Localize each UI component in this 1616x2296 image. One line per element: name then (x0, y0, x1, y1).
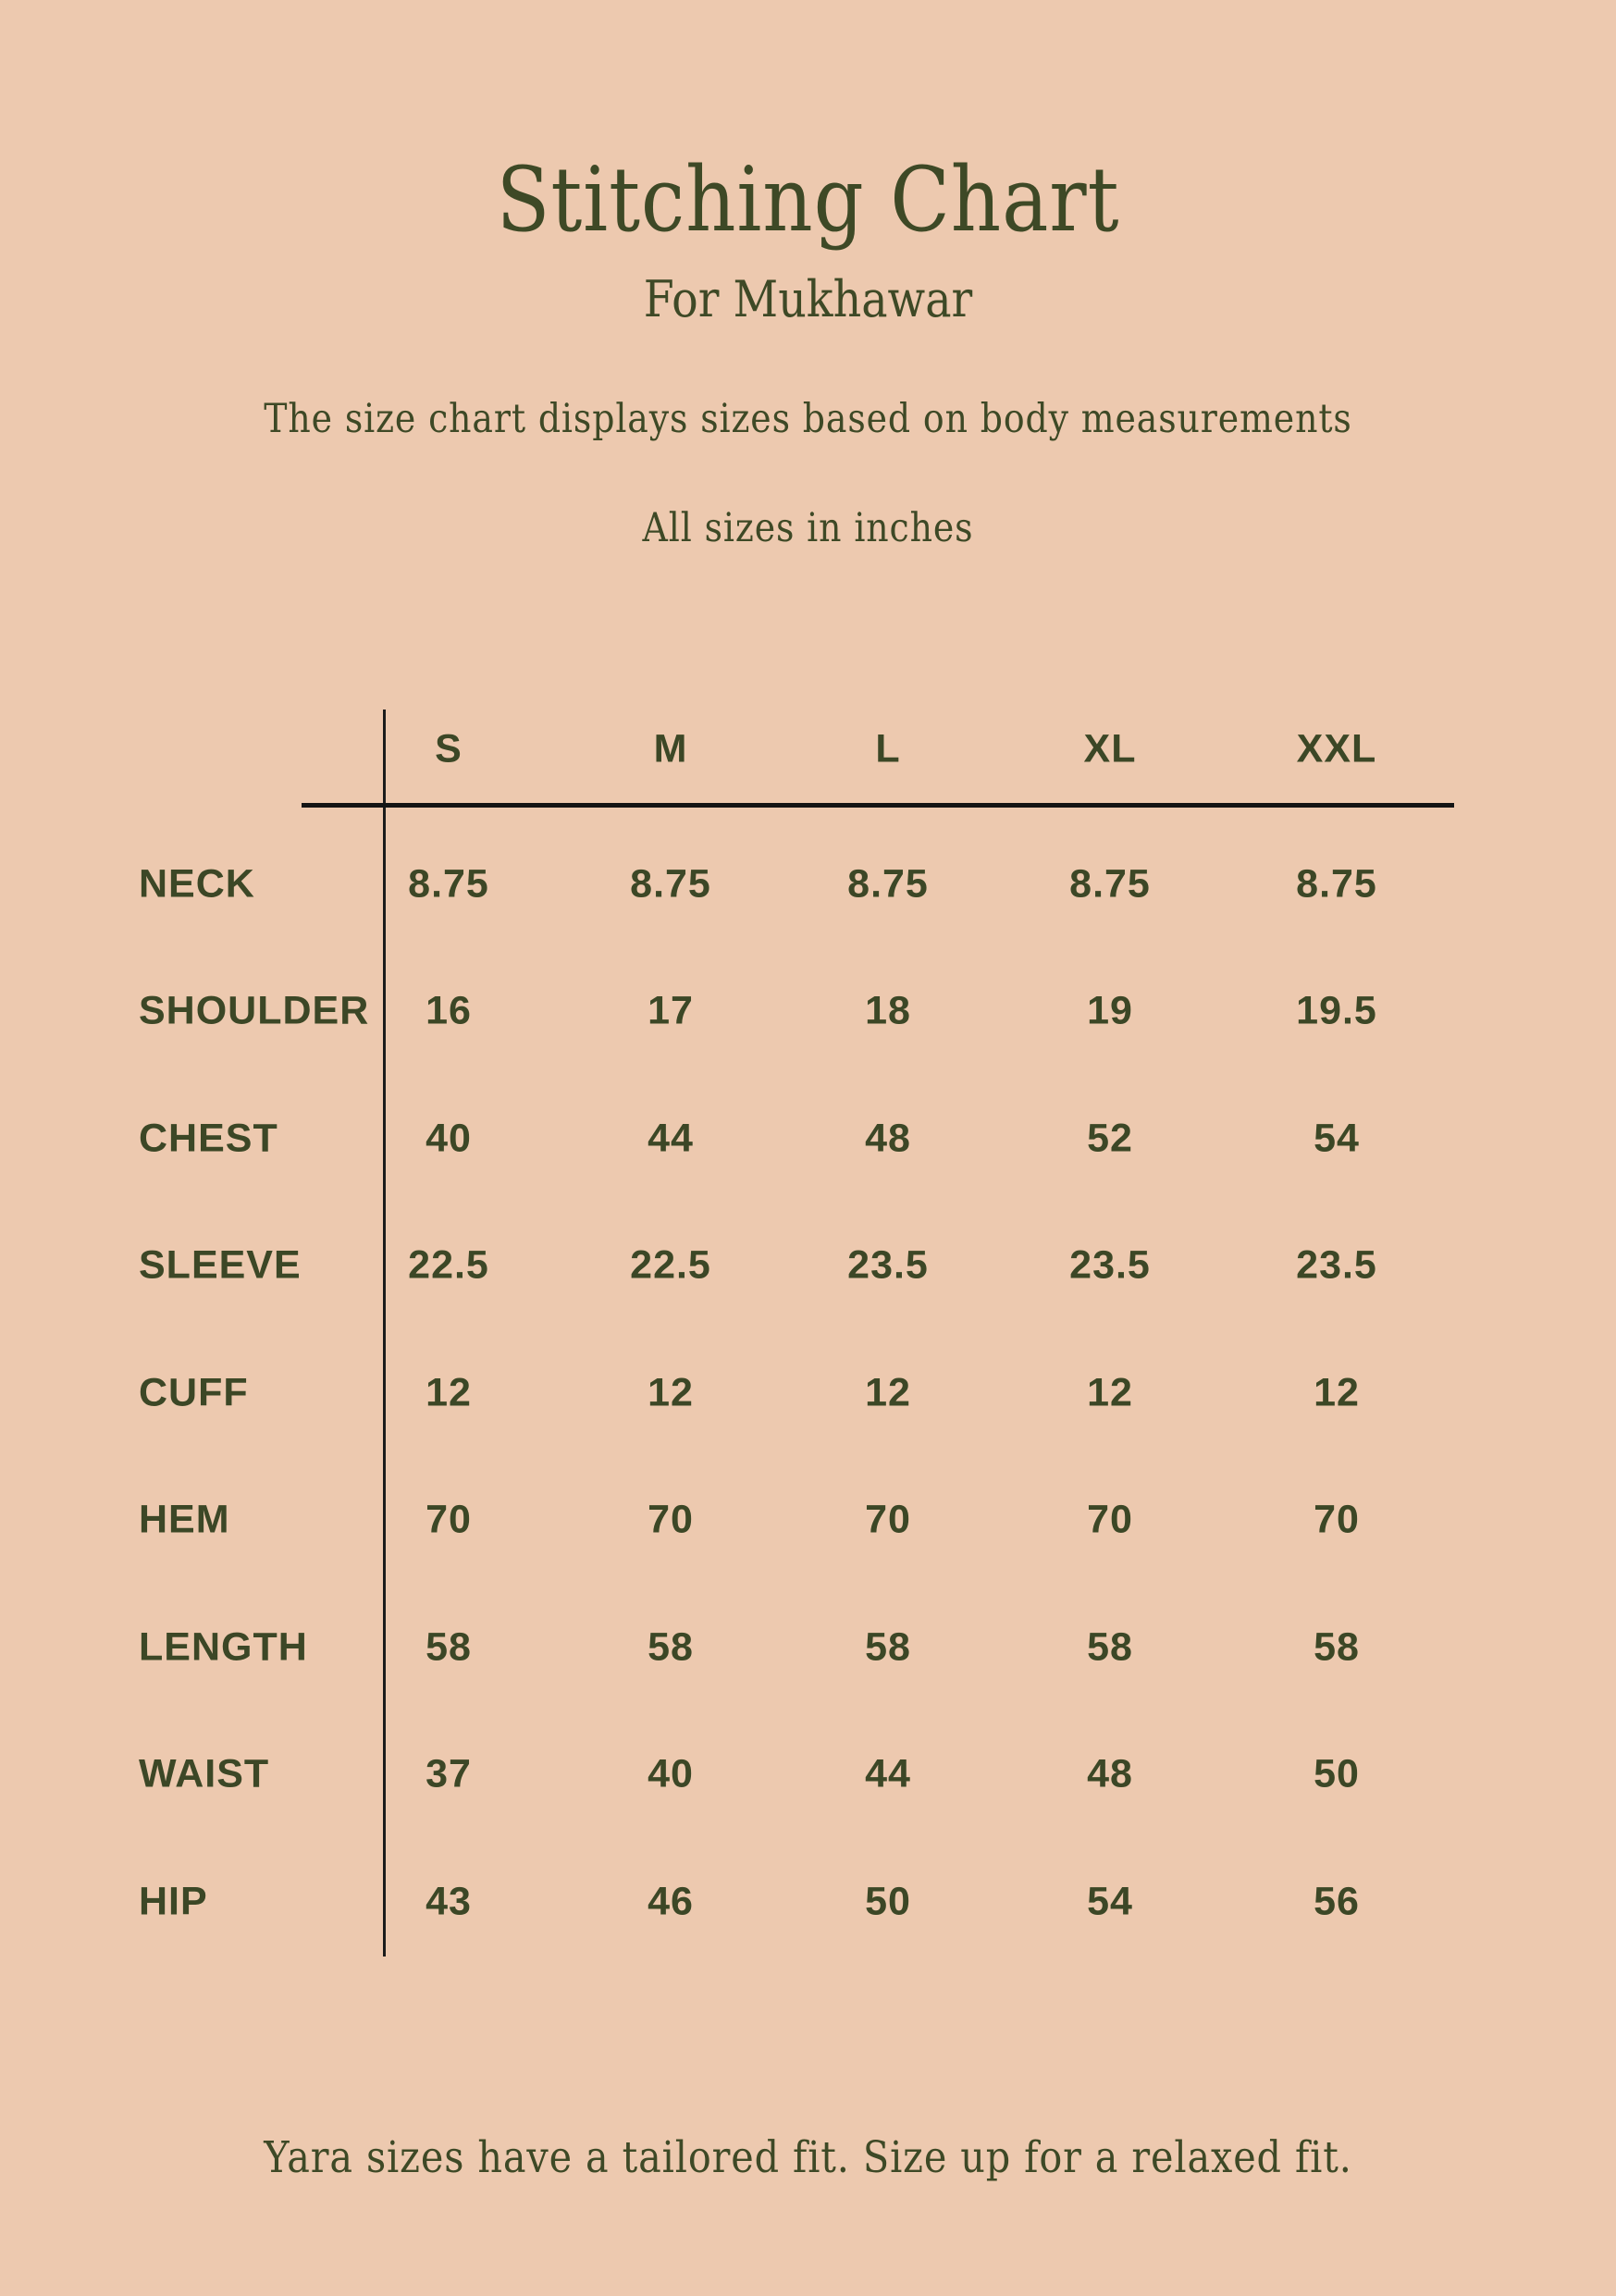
column-header-l: L (875, 726, 901, 772)
cell-shoulder-l: 18 (865, 988, 911, 1033)
row-label-waist: WAIST (139, 1751, 270, 1796)
cell-sleeve-s: 22.5 (408, 1242, 489, 1288)
cell-chest-xxl: 54 (1314, 1116, 1360, 1161)
cell-neck-l: 8.75 (847, 861, 929, 907)
page-subtitle: For Mukhawar (643, 270, 973, 328)
cell-chest-xl: 52 (1087, 1116, 1133, 1161)
cell-cuff-s: 12 (426, 1370, 472, 1415)
cell-length-s: 58 (426, 1624, 472, 1670)
row-label-hem: HEM (139, 1497, 230, 1542)
row-label-hip: HIP (139, 1879, 208, 1924)
horizontal-divider (302, 803, 1454, 808)
cell-length-xxl: 58 (1314, 1624, 1360, 1670)
vertical-divider (383, 710, 386, 1957)
cell-length-l: 58 (865, 1624, 911, 1670)
row-label-shoulder: SHOULDER (139, 988, 370, 1033)
cell-shoulder-xxl: 19.5 (1296, 988, 1377, 1033)
cell-waist-xl: 48 (1087, 1751, 1133, 1796)
row-label-chest: CHEST (139, 1116, 278, 1161)
cell-hip-s: 43 (426, 1879, 472, 1924)
cell-sleeve-xxl: 23.5 (1296, 1242, 1377, 1288)
cell-neck-m: 8.75 (630, 861, 711, 907)
size-chart-description: The size chart displays sizes based on body measurements (264, 396, 1352, 442)
column-header-xxl: XXL (1296, 726, 1377, 772)
row-label-sleeve: SLEEVE (139, 1242, 302, 1288)
cell-length-m: 58 (648, 1624, 694, 1670)
cell-waist-s: 37 (426, 1751, 472, 1796)
cell-chest-m: 44 (648, 1116, 694, 1161)
cell-neck-xl: 8.75 (1069, 861, 1151, 907)
cell-waist-l: 44 (865, 1751, 911, 1796)
page-title: Stitching Chart (496, 148, 1120, 252)
cell-chest-l: 48 (865, 1116, 911, 1161)
cell-hip-xl: 54 (1087, 1879, 1133, 1924)
cell-shoulder-m: 17 (648, 988, 694, 1033)
cell-hip-xxl: 56 (1314, 1879, 1360, 1924)
cell-hem-xxl: 70 (1314, 1497, 1360, 1542)
cell-sleeve-l: 23.5 (847, 1242, 929, 1288)
cell-sleeve-m: 22.5 (630, 1242, 711, 1288)
column-header-m: M (653, 726, 688, 772)
cell-hem-s: 70 (426, 1497, 472, 1542)
cell-shoulder-xl: 19 (1087, 988, 1133, 1033)
cell-hem-m: 70 (648, 1497, 694, 1542)
cell-hem-l: 70 (865, 1497, 911, 1542)
row-label-cuff: CUFF (139, 1370, 249, 1415)
cell-hip-l: 50 (865, 1879, 911, 1924)
cell-cuff-m: 12 (648, 1370, 694, 1415)
cell-neck-s: 8.75 (408, 861, 489, 907)
cell-waist-xxl: 50 (1314, 1751, 1360, 1796)
cell-chest-s: 40 (426, 1116, 472, 1161)
cell-sleeve-xl: 23.5 (1069, 1242, 1151, 1288)
column-header-xl: XL (1083, 726, 1137, 772)
cell-neck-xxl: 8.75 (1296, 861, 1377, 907)
row-label-length: LENGTH (139, 1624, 308, 1670)
cell-cuff-xl: 12 (1087, 1370, 1133, 1415)
cell-length-xl: 58 (1087, 1624, 1133, 1670)
column-header-s: S (435, 726, 463, 772)
units-note: All sizes in inches (642, 505, 974, 551)
fit-note: Yara sizes have a tailored fit. Size up for a relaxed fit. (264, 2132, 1352, 2183)
cell-hip-m: 46 (648, 1879, 694, 1924)
cell-cuff-xxl: 12 (1314, 1370, 1360, 1415)
row-label-neck: NECK (139, 861, 255, 907)
cell-hem-xl: 70 (1087, 1497, 1133, 1542)
cell-waist-m: 40 (648, 1751, 694, 1796)
cell-cuff-l: 12 (865, 1370, 911, 1415)
cell-shoulder-s: 16 (426, 988, 472, 1033)
